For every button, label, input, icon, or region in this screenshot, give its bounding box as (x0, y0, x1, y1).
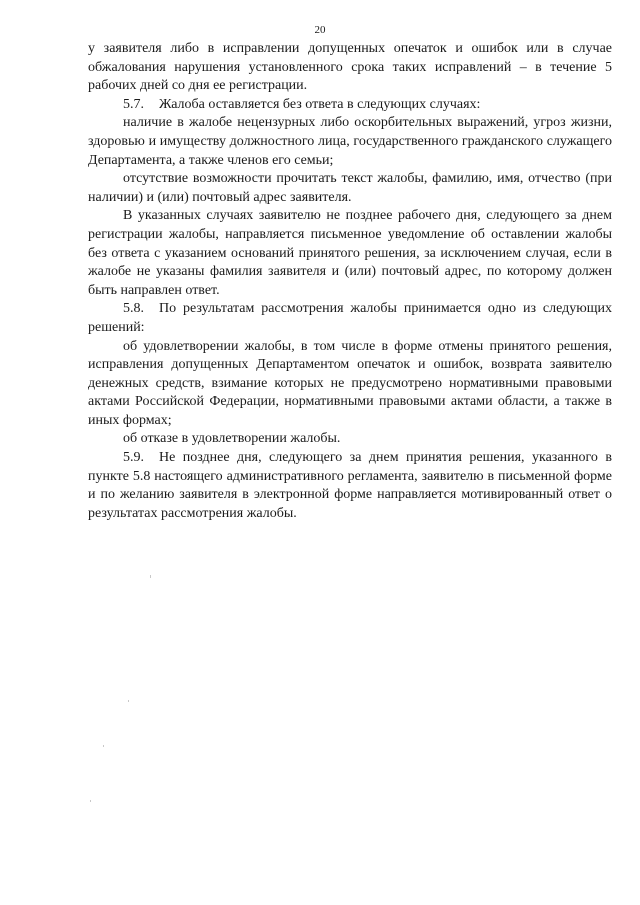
paragraph-satisfy: об удовлетворении жалобы, в том числе в форме отмены принятого решения, исправления допущенных Департаментом опечаток и ошибок, возврата заявителю денежных средств, взимание которых не предусмотрено нормативными правовыми актами Российской Федерации, нормативными правовыми актами области, а также в иных формах; (88, 338, 612, 428)
paragraph-5-8 (88, 300, 612, 337)
clause-number: 5.7. (123, 96, 144, 112)
paragraph-refuse: об отказе в удовлетворении жалобы. (123, 431, 341, 447)
clause-text: Не позднее дня, следующего за днем принятия решения, указанного в пункте 5.8 настоящего административного регламента, заявителю в письменной форме и по желанию заявителя в электронной форме направляется мотивированный ответ о результатах рассмотрения жалобы. (88, 450, 612, 521)
clause-number: 5.9. (123, 450, 144, 466)
scan-artifact (103, 745, 104, 747)
paragraph-notification: В указанных случаях заявителю не позднее рабочего дня, следующего за днем регистрации жалобы, направляется письменное уведомление об оставлении жалобы без ответа с указанием оснований принятого решения, за исключением случая, если в жалобе не указаны фамилия заявителя и (или) почтовый адрес, по которому должен быть направлен ответ. (88, 208, 612, 298)
page-number: 20 (314, 24, 326, 36)
scan-artifact (128, 700, 129, 702)
scan-artifact (90, 800, 91, 802)
paragraph-5-7 (88, 96, 612, 115)
clause-text: Жалоба оставляется без ответа в следующих случаях: (159, 96, 481, 112)
paragraph-5-9 (88, 449, 612, 523)
clause-text: По результатам рассмотрения жалобы принимается одно из следующих решений: (88, 301, 612, 335)
paragraph-unreadable: отсутствие возможности прочитать текст жалобы, фамилию, имя, отчество (при наличии) и (или) почтовый адрес заявителя. (88, 171, 612, 205)
document-body (88, 40, 612, 523)
paragraph-continuation: у заявителя либо в исправлении допущенных опечаток и ошибок или в случае обжалования нарушения установленного срока таких исправлений – в течение 5 рабочих дней со дня ее регистрации. (88, 41, 612, 94)
clause-number: 5.8. (123, 301, 144, 317)
scan-artifact (150, 575, 151, 578)
paragraph-profanity: наличие в жалобе нецензурных либо оскорбительных выражений, угроз жизни, здоровью и имуществу должностного лица, государственного гражданского служащего Департамента, а также членов его семьи; (88, 115, 612, 168)
